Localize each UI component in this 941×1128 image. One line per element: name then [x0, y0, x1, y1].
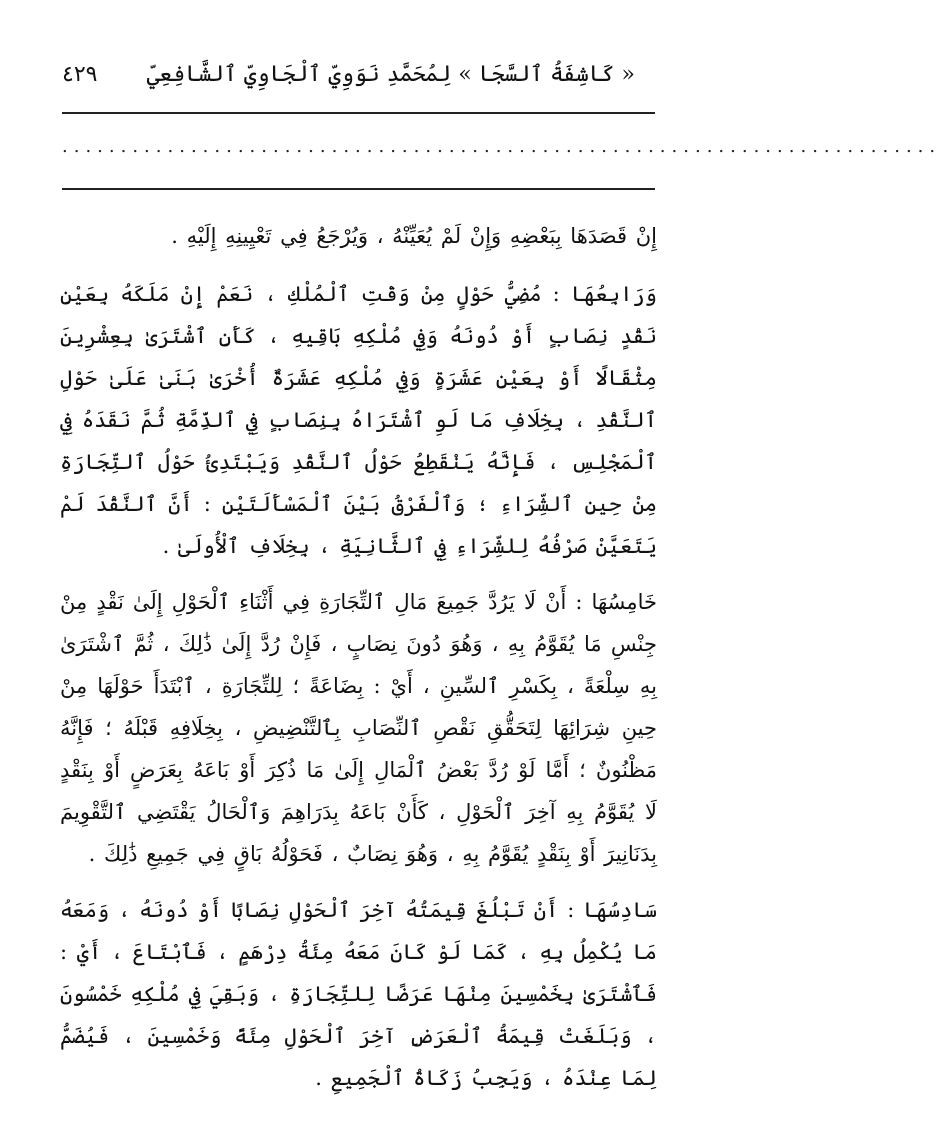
dotted-separator: ........................................................................... [62, 136, 941, 157]
paragraph: إِنْ قَصَدَهَا بِبَعْضِهِ وَإِنْ لَمْ يُعَيِّنْهُ ، وَيُرْجَعُ فِي تَعْيِينِهِ إِلَيْهِ . [171, 224, 657, 248]
body-text [60, 215, 657, 1113]
paragraph: سَادِسُهَا : أَنْ تَبْلُغَ قِيمَتُهُ آخِرَ ٱلْحَوْلِ نِصَابًا أَوْ دُونَهُ ، وَمَعَهُ مَا يُكْمِلُ بِهِ ، كَمَا لَوْ كَانَ مَعَهُ مِئَةُ دِرْهَمٍ ، فَٱبْتَاعَ ، أَيْ : فَٱشْتَرَىٰ بِخَمْسِينَ مِنْهَا عَرَضًا لِلتِّجَارَةِ ، وَبَقِيَ فِي مُلْكِهِ خَمْسُونَ ، وَبَلَغَتْ قِيمَةُ ٱلْعَرَضِ آخِرَ ٱلْحَوْلِ مِئَةً وَخَمْسِينَ ، فَيُضَمُّ لِمَا عِنْدَهُ ، وَيَجِبُ زَكَاةُ ٱلْجَمِيعِ . [60, 898, 657, 1090]
running-header [62, 58, 655, 98]
page-number: ٤٢٩ [62, 62, 98, 87]
paragraph: وَرَابِعُهَا : مُضِيُّ حَوْلٍ مِنْ وَقْتِ ٱلْمُلْكِ ، نَعَمْ إِنْ مَلَكَهُ بِعَيْنِ نَقْدٍ نِصَابٍ أَوْ دُونَهُ وَفِي مُلْكِهِ بَاقِيهِ ، كَأَنِ ٱشْتَرَىٰ بِعِشْرِينَ مِثْقَالًا أَوْ بِعَيْنِ عَشَرَةٍ وَفِي مُلْكِهِ عَشَرَةٌ أُخْرَىٰ بَنَىٰ عَلَىٰ حَوْلِ ٱلنَّقْدِ ، بِخِلَافِ مَا لَوِ ٱشْتَرَاهُ بِنِصَابٍ فِي ٱلذِّمَّةِ ثُمَّ نَقَدَهُ فِي ٱلْمَجْلِسِ ، فَإِنَّهُ يَنْقَطِعُ حَوْلُ ٱلنَّقْدِ وَيَبْتَدِئُ حَوْلُ ٱلتِّجَارَةِ مِنْ حِينِ ٱلشِّرَاءِ ؛ وَٱلْفَرْقُ بَيْنَ ٱلْمَسْأَلَتَيْنِ : أَنَّ ٱلنَّقْدَ لَمْ يَتَعَيَّنْ صَرْفُهُ لِلشِّرَاءِ فِي ٱلثَّانِيَةِ ، بِخِلَافِ ٱلْأُولَىٰ . [60, 282, 657, 558]
footnote-rule [62, 188, 655, 190]
paragraph: خَامِسُهَا : أَنْ لَا يَرُدَّ جَمِيعَ مَالِ ٱلتِّجَارَةِ فِي أَثْنَاءِ ٱلْحَوْلِ إِلَىٰ نَقْدٍ مِنْ جِنْسِ مَا يُقَوَّمُ بِهِ ، وَهُوَ دُونَ نِصَابٍ ، فَإِنْ رُدَّ إِلَىٰ ذَٰلِكَ ، ثُمَّ ٱشْتَرَىٰ بِهِ سِلْعَةً ، بِكَسْرِ ٱلسِّينِ ، أَيْ : بِضَاعَةً ؛ لِلتِّجَارَةِ ، ٱبْتَدَأَ حَوْلَهَا مِنْ حِينِ شِرَائِهَا لِتَحَقُّقِ نَقْصِ ٱلنِّصَابِ بِٱلتَّنْضِيضِ ، بِخِلَافِهِ قَبْلَهُ ؛ فَإِنَّهُ مَظْنُونٌ ؛ أَمَّا لَوْ رُدَّ بَعْضُ ٱلْمَالِ إِلَىٰ مَا ذُكِرَ أَوْ بَاعَهُ بِعَرَضٍ أَوْ بِنَقْدٍ لَا يُقَوَّمُ بِهِ آخِرَ ٱلْحَوْلِ ، كَأَنْ بَاعَهُ بِدَرَاهِمَ وَٱلْحَالُ يَقْتَضِي ٱلتَّقْوِيمَ بِدَنَانِيرَ أَوْ بِنَقْدٍ يُقَوَّمُ بِهِ ، وَهُوَ نِصَابٌ ، فَحَوْلُهُ بَاقٍ فِي جَمِيعِ ذَٰلِكَ . [60, 590, 657, 866]
header-rule [62, 112, 655, 114]
header-title: « كَاشِفَةُ ٱلسَّجَا » لِمُحَمَّدِ نَوَوِيّ ٱلْجَاوِيّ ٱلشَّافِعِيّ [146, 62, 635, 87]
